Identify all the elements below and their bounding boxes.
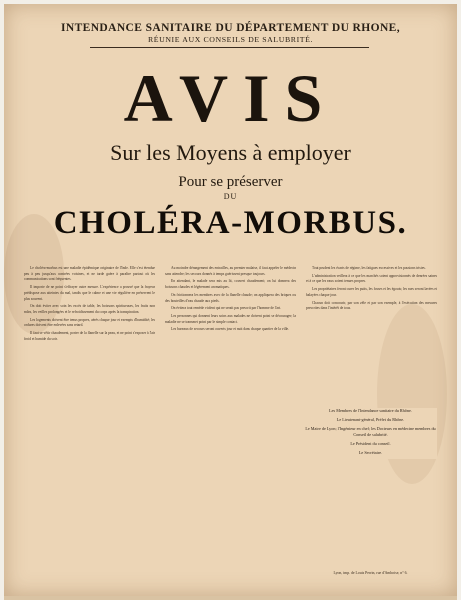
bottom-edge [4, 596, 457, 600]
council-president-2: Le Président du conseil. [350, 441, 391, 446]
title-line-2: Pour se préserver [178, 174, 283, 190]
title-avis: AVIS [123, 60, 338, 136]
paragraph: Tout prudent les écarts de régime, les fatigues excessives et les passions tristes. [312, 266, 426, 270]
council-signatures [304, 408, 437, 459]
printer-imprint: Lyon, imp. de Louis Perrin, rue d'Amboise, n° 6. [333, 571, 408, 575]
paragraph: Il importe de ne point s'effrayer outre mesure. L'expérience a prouvé que la frayeur prédispose aux atteintes du mal, tandis que le calme et une vie régulière en préservent le plus souvent. [24, 285, 155, 301]
paragraph: Les logements doivent être tenus propres, aérés chaque jour et exempts d'humidité; les ordures doivent être enlevées sans retard. [24, 317, 155, 328]
council-secretary: Le Secrétaire. [358, 450, 383, 455]
paragraph: Les bureaux de secours seront ouverts jour et nuit dans chaque quartier de la ville. [171, 327, 290, 332]
title-line-1: Sur les Moyens à employer [110, 140, 351, 165]
paragraph: Il faut se vêtir chaudement, porter de la flanelle sur la peau, et ne point s'exposer à l'air froid et humide du soir. [24, 331, 155, 341]
header-authority: INTENDANCE SANITAIRE DU DÉPARTEMENT DU RHONE, [61, 22, 400, 34]
paragraph: On évitera tout remède violent qui ne serait pas prescrit par l'homme de l'art. [171, 306, 282, 311]
paragraph: Chacun doit concourir, par son zèle et par son exemple, à l'exécution des mesures prescrites dans l'intérêt de tous. [306, 300, 437, 311]
paragraph: On frictionnera les membres avec de la flanelle chaude; on appliquera des briques ou des bouteilles d'eau chaude aux pieds. [165, 292, 296, 303]
paragraph: Les propriétaires feront curer les puits, les fosses et les égouts; les rues seront lavées et balayées chaque jour. [306, 287, 437, 297]
header-subtitle: RÉUNIE AUX CONSEILS DE SALUBRITÉ. [147, 35, 314, 44]
paragraph: Les personnes qui donnent leurs soins aux malades ne doivent point se décourager; la maladie ne se transmet point par le simple contact. [165, 313, 296, 324]
paragraph: On doit éviter avec soin les excès de table, les boissons spiritueuses, les fruits non mûrs, les veilles prolongées et le refroidissement du corps après la transpiration. [24, 304, 155, 314]
paragraph: En attendant, le malade sera mis au lit, couvert chaudement; on lui donnera des boissons chaudes et légèrement aromatiques. [165, 279, 296, 290]
header-rule [90, 47, 369, 48]
text-column-2 [165, 266, 296, 566]
poster-sheet [4, 4, 457, 596]
council-president: Le Lieutenant-général, Préfet du Rhône. [336, 417, 405, 422]
text-column-1 [24, 266, 155, 566]
paragraph: L'administration veillera à ce que les marchés soient approvisionnés de denrées saines et à ce que les eaux soient tenues propres. [306, 273, 437, 284]
paragraph: Au moindre dérangement des entrailles, au premier malaise, il faut appeler le médecin sans attendre; les secours donnés à temps guérissent presque toujours. [165, 266, 296, 276]
title-disease: CHOLÉRA-MORBUS. [53, 205, 408, 241]
council-members: Le Maire de Lyon; l'Ingénieur en chef; les Docteurs en médecine membres du Conseil de salubrité. [305, 426, 436, 437]
council-intro: Les Membres de l'Intendance sanitaire du Rhône. [329, 408, 412, 413]
paragraph: Le choléra-morbus est une maladie épidémique originaire de l'Inde. Elle s'est étendue peu à peu jusqu'aux contrées voisines, et ne tarde guère à paraître partout où les communications sont fréquentes. [24, 266, 155, 282]
title-du: DU [223, 192, 238, 201]
